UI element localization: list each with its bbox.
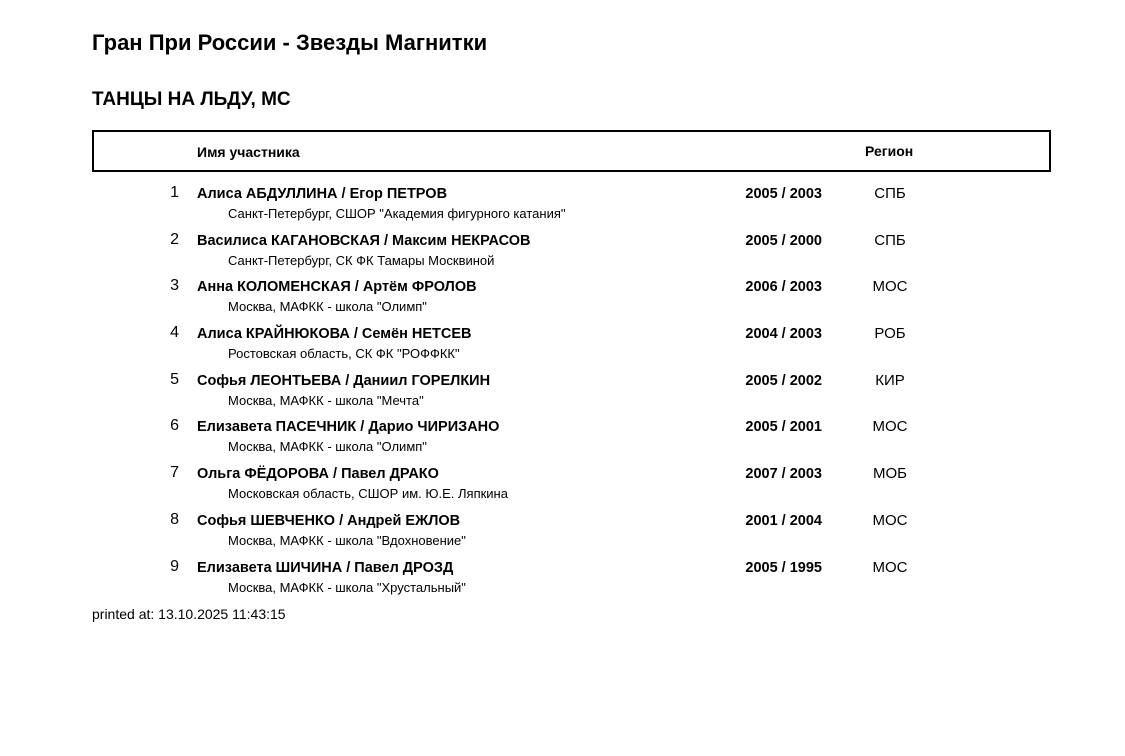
pair-name: Алиса АБДУЛЛИНА / Егор ПЕТРОВ bbox=[197, 186, 448, 202]
rank: 5 bbox=[170, 370, 179, 388]
club-name: Санкт-Петербург, СШОР "Академия фигурного катания" bbox=[228, 206, 566, 221]
club-name: Ростовская область, СК ФК "РОФФКК" bbox=[228, 346, 460, 362]
table-row bbox=[92, 275, 1050, 322]
club-name: Москва, МАФКК - школа "Вдохновение" bbox=[228, 532, 466, 548]
table-row bbox=[92, 509, 1050, 556]
region-code: МОС bbox=[872, 558, 908, 576]
participants-list bbox=[92, 182, 1050, 602]
rank: 8 bbox=[170, 510, 179, 528]
table-row bbox=[92, 369, 1050, 416]
region-code: КИР bbox=[875, 371, 905, 389]
pair-name: Софья ЛЕОНТЬЕВА / Даниил ГОРЕЛКИН bbox=[197, 372, 491, 389]
header-region-label: Регион bbox=[865, 143, 914, 159]
table-row bbox=[92, 322, 1050, 369]
header-name-label: Имя участника bbox=[197, 144, 300, 160]
table-row bbox=[92, 229, 1050, 276]
birth-years: 2006 / 2003 bbox=[745, 279, 822, 296]
pair-name: Анна КОЛОМЕНСКАЯ / Артём ФРОЛОВ bbox=[197, 279, 477, 296]
printed-timestamp: printed at: 13.10.2025 11:43:15 bbox=[92, 606, 286, 622]
birth-years: 2005 / 2001 bbox=[745, 419, 822, 436]
club-name: Москва, МАФКК - школа "Олимп" bbox=[228, 299, 427, 315]
region-code: МОС bbox=[872, 511, 908, 529]
rank: 7 bbox=[170, 464, 179, 482]
rank: 9 bbox=[170, 557, 179, 575]
club-name: Москва, МАФКК - школа "Хрустальный" bbox=[228, 579, 466, 595]
table-header bbox=[92, 130, 1051, 172]
club-name: Санкт-Петербург, СК ФК Тамары Москвиной bbox=[228, 252, 495, 268]
birth-years: 2001 / 2004 bbox=[745, 512, 822, 529]
rank: 3 bbox=[170, 277, 179, 295]
rank: 4 bbox=[170, 324, 179, 342]
region-code: СПБ bbox=[874, 231, 906, 249]
pair-name: Елизавета ШИЧИНА / Павел ДРОЗД bbox=[197, 559, 454, 576]
pair-name: Алиса КРАЙНЮКОВА / Семён НЕТСЕВ bbox=[197, 326, 472, 343]
club-name: Московская область, СШОР им. Ю.Е. Ляпкина bbox=[228, 486, 508, 502]
birth-years: 2005 / 1995 bbox=[745, 559, 822, 576]
region-code: РОБ bbox=[874, 325, 906, 343]
club-name: Москва, МАФКК - школа "Мечта" bbox=[228, 392, 424, 408]
category-title: ТАНЦЫ НА ЛЬДУ, МС bbox=[92, 89, 291, 110]
club-name: Москва, МАФКК - школа "Олимп" bbox=[228, 439, 427, 455]
table-row bbox=[92, 182, 1050, 229]
rank: 2 bbox=[170, 230, 179, 248]
birth-years: 2007 / 2003 bbox=[745, 466, 822, 483]
region-code: СПБ bbox=[874, 185, 906, 202]
birth-years: 2004 / 2003 bbox=[745, 326, 822, 343]
table-row bbox=[92, 462, 1050, 509]
pair-name: Василиса КАГАНОВСКАЯ / Максим НЕКРАСОВ bbox=[197, 232, 531, 249]
table-row bbox=[92, 556, 1050, 603]
rank: 1 bbox=[170, 184, 179, 201]
region-code: МОБ bbox=[872, 465, 907, 483]
table-row bbox=[92, 415, 1050, 462]
document-title: Гран При России - Звезды Магнитки bbox=[92, 30, 488, 55]
rank: 6 bbox=[170, 417, 179, 435]
birth-years: 2005 / 2000 bbox=[745, 232, 822, 249]
pair-name: Елизавета ПАСЕЧНИК / Дарио ЧИРИЗАНО bbox=[197, 419, 500, 436]
region-code: МОС bbox=[872, 418, 908, 436]
region-code: МОС bbox=[872, 278, 908, 296]
birth-years: 2005 / 2002 bbox=[745, 372, 822, 389]
pair-name: Ольга ФЁДОРОВА / Павел ДРАКО bbox=[197, 466, 439, 483]
birth-years: 2005 / 2003 bbox=[745, 186, 822, 202]
pair-name: Софья ШЕВЧЕНКО / Андрей ЕЖЛОВ bbox=[197, 512, 461, 529]
